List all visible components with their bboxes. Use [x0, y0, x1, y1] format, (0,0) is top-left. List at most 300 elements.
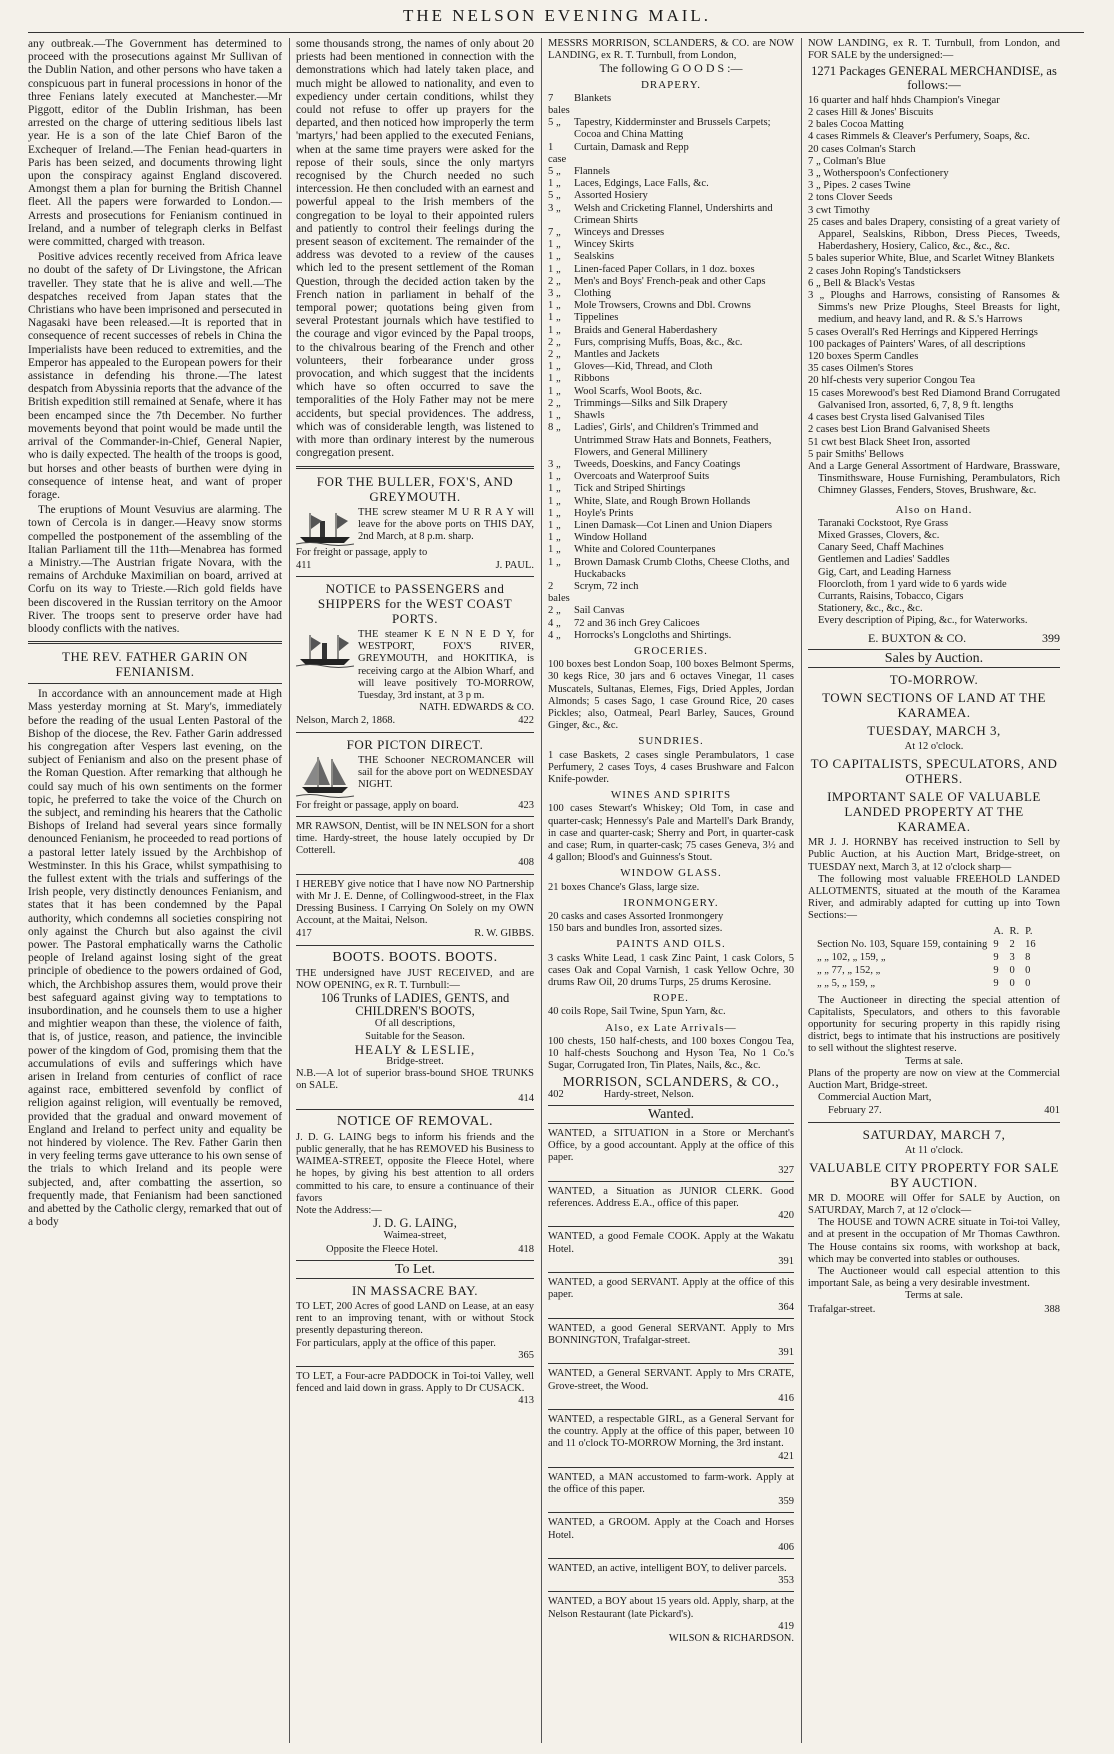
item-quantity: 1 „ [548, 556, 561, 568]
wanted-text: WANTED, a good Female COOK. Apply at the Wakatu Hotel. [548, 1231, 794, 1255]
wanted-ad [548, 1563, 794, 1592]
auction-time: At 12 o'clock. [904, 740, 964, 752]
ad-signature: WILSON & RICHARDSON. [668, 1632, 794, 1644]
list-item [548, 288, 794, 300]
section-rule [28, 683, 282, 684]
wanted-text: WANTED, a respectable GIRL, as a General Servant for the country. Apply at the office of this paper, between 10 and 11 o'clock TO-MORROW Morning, the 3rd instant. [548, 1413, 794, 1450]
list-item: 51 cwt best Black Sheet Iron, assorted [808, 436, 971, 448]
item-quantity: 2 „ [548, 349, 561, 361]
list-item [548, 581, 794, 605]
item-quantity: 1 „ [548, 507, 561, 519]
ad-number: 423 [518, 799, 534, 811]
list-item [548, 557, 794, 581]
ad-title-removal: NOTICE OF REMOVAL. [336, 1113, 494, 1129]
list-item [548, 483, 794, 495]
item-quantity: 1 „ [548, 361, 561, 373]
column-4 [808, 38, 1060, 1743]
section-wines: WINES AND SPIRITS [610, 789, 732, 802]
item-quantity: 1 „ [548, 532, 561, 544]
list-item [548, 532, 794, 544]
list-item: 20 cases Colman's Starch [808, 143, 916, 155]
ad-signature: R. W. GIBBS. [474, 928, 534, 940]
list-item: 4 cases Rimmels & Cleaver's Perfumery, Soaps, &c. [808, 131, 1030, 143]
ad-body: THE Schooner NECROMANCER will sail for the above port on WEDNESDAY NIGHT. [358, 754, 534, 790]
item-quantity: 1 „ [548, 519, 561, 531]
ad-number: 413 [518, 1395, 534, 1407]
section-rule [548, 1226, 794, 1227]
section-drapery: DRAPERY. [640, 78, 702, 91]
ad-number: 364 [778, 1301, 794, 1313]
ad-paddock: TO LET, a Four-acre PADDOCK in Toi-toi Valley, well fenced and laid down in grass. Apply to Dr CUSACK. [296, 1371, 534, 1395]
item-description: Wool Scarfs, Wool Boots, &c. [574, 385, 702, 397]
item-description: Scrym, 72 inch [574, 580, 639, 592]
ad-title-buller: FOR THE BULLER, FOX'S, AND GREYMOUTH. [316, 473, 514, 504]
list-item [548, 361, 794, 373]
item-quantity: 2 bales [548, 580, 570, 605]
merchandise-list [808, 95, 1060, 498]
table-cell: 8 [1025, 951, 1031, 963]
ad-line: For particulars, apply at the office of this paper. [296, 1337, 496, 1349]
item-description: Tapestry, Kidderminster and Brussels Carpets; Cocoa and China Matting [574, 117, 771, 141]
list-item: 3 „ Ploughs and Harrows, consisting of Ransomes & Simms's new Prize Ploughs, Steel Breasts for light, medium, and heavy land, and R. & S.'s Harrows [808, 290, 1060, 326]
item-description: 72 and 36 inch Grey Calicoes [574, 617, 700, 629]
list-item: 3 „ Wotherspoon's Confectionery [808, 168, 949, 180]
section-rule [548, 1409, 794, 1410]
ad-number: 417 [296, 928, 312, 940]
list-item [548, 190, 794, 202]
column-divider [541, 38, 542, 1743]
item-description: Wincey Skirts [574, 239, 634, 251]
item-quantity: 3 „ [548, 458, 561, 470]
ad-intro: NOW LANDING, ex R. T. Turnbull, from London, and FOR SALE by the undersigned:— [808, 38, 1060, 62]
ad-title-picton: FOR PICTON DIRECT. [346, 736, 484, 752]
item-description: Sealskins [574, 251, 615, 263]
table-cell: „ „ 5, „ 159, „ [817, 978, 876, 990]
table-cell: 0 [1009, 965, 1015, 977]
auction-time: At 11 o'clock. [904, 1144, 964, 1156]
ad-number: 419 [778, 1620, 794, 1632]
steamer-icon [296, 629, 354, 669]
item-quantity: 8 „ [548, 422, 561, 434]
table-cell: „ „ 77, „ 152, „ [817, 965, 881, 977]
schooner-icon [296, 755, 354, 799]
section-late-arrivals: Also, ex Late Arrivals— [605, 1021, 737, 1034]
ad-freight: For freight or passage, apply to [296, 546, 428, 558]
item-quantity: 1 „ [548, 544, 561, 556]
section-rule [548, 1181, 794, 1182]
item-description: Trimmings—Silks and Silk Drapery [574, 397, 728, 409]
ad-number: 402 [548, 1088, 564, 1100]
item-description: Winceys and Dresses [574, 227, 665, 239]
item-quantity: 2 „ [548, 336, 561, 348]
list-item: 25 cases and bales Drapery, consisting of a great variety of Apparel, Sealskins, Ribbon, Dress Pieces, Tweeds, Haberdashery, Hosiery, Calico, &c., &c., &c. [808, 216, 1060, 253]
item-quantity: 4 „ [548, 617, 561, 629]
list-item [548, 117, 794, 141]
list-item [548, 459, 794, 471]
item-quantity: 1 „ [548, 324, 561, 336]
article-paragraph: In accordance with an announcement made at High Mass yesterday morning at St. Mary's, immediately before the reading of the usual Lenten Pastoral of the Bishop of the diocese, the Rev. Father Garin addressed his congregation after Vespers last evening, on the subject of Fenianism and also on the present phase of the Roman Question. After remarking that although he could say much of his own sentiments on the former topic, he preferred to take the voice of the Church on the subject, and reminding his hearers that the Catholic Bishops of Ireland had several years since formally denounced Fenianism, he proceeded to read portions of a pastoral letter lately issued by the Archbishop of Westminster. In this his Grace, whilst sympathising to the fullest extent with the trials and sufferings of the Irish people, very distinctly denounces Fenianism, and states that it has been condemned by the Papal authority, which condemns all societies conspiring not only against the Church but also against the civil power. The Pastoral emphatically warns the Catholic people of Ireland against losing sight of the great principle of obedience to the powers ordained of God, which, the Archbishop assures them, would prove their best safeguard against giving way to temptations to insubordination, and he counsels them to use a higher and mightier weapon than these, the violence of faith, that is, of justice, reason, and patience, the invincible power of the kingdom of God, promising them that the accumulations of evils and sufferings which have arisen in Ireland from centuries of conflict of race against race, embittered sevenfold by conflict of religion against religion, will eventually be removed, provided that the gradual and onward movement of England and Ireland to perfect unity and equality be not hindered by violence. The Rev. Father Garin then in very feeling terms gave utterance to his own sense of the trials to which Ireland and its people were subjected, and, after combatting the assertion, so frequently made, that Fenianism had been sanctioned and abetted by the Catholic clergy, remarked that out of a body [28, 688, 282, 1229]
item-quantity: 3 „ [548, 288, 561, 300]
item-description: Blankets [574, 92, 612, 104]
item-quantity: 1 „ [548, 178, 561, 190]
item-quantity: 1 „ [548, 300, 561, 312]
table-cell: 9 [993, 965, 999, 977]
section-paints: PAINTS AND OILS. [616, 938, 726, 951]
item-quantity: 2 „ [548, 605, 561, 617]
ad-number: 391 [778, 1255, 794, 1267]
wanted-text: WANTED, a Situation as JUNIOR CLERK. Good references. Address E.A., office of this paper. [548, 1185, 794, 1210]
ad-signature: J. PAUL. [495, 559, 534, 571]
wanted-ad [548, 1596, 794, 1633]
ad-number: 401 [1044, 1105, 1060, 1117]
list-item [548, 142, 794, 166]
item-quantity: 5 „ [548, 190, 561, 202]
section-title-tolet: To Let. [296, 1260, 534, 1279]
masthead-rule [28, 32, 1084, 33]
ad-number: 418 [518, 1243, 534, 1255]
item-quantity: 3 „ [548, 202, 561, 214]
item-description: Mole Trowsers, Crowns and Dbl. Crowns [574, 300, 751, 312]
table-cell: 9 [993, 938, 999, 950]
list-item [548, 520, 794, 532]
table-header [814, 925, 1039, 938]
list-item [548, 471, 794, 483]
list-item [548, 166, 794, 178]
ad-number: 359 [778, 1496, 794, 1508]
column-divider [289, 38, 290, 1743]
news-paragraph: Positive advices recently received from Africa leave no doubt of the safety of Dr Livingstone, the African traveller. They state that he is alive and well.—The despatches received from Japan states that the Christians who have been imprisoned and persecuted in Nagasaki have been released.—It is reported that in consequence of recent successes of rebels in China the Imperialists have been reduced to extremities, and the Emperor has appealed to the European powers for their assistance in defending his throne.—The latest despatch from Abyssinia reports that the advance of the British expedition still remained at Senafe, where it has been encamped since the 7th December. No further movements beyond that point would be made until the arrival of the Commander-in-Chief, General Napier, who is daily expected. The health of the troops is good, but horses and other beasts of burthen were dying in consequence of intense heat, and want of proper forage. [28, 251, 282, 501]
item-quantity: 1 „ [548, 410, 561, 422]
ad-body: 3 casks White Lead, 1 cask Zinc Paint, 1 cask Colors, 5 cases Oak and Copal Varnish, 1 cask Yellow Ochre, 30 drums Raw Oil, 20 drums Turps, 25 drums Kerosine. [548, 952, 794, 989]
table-cell: 0 [1025, 965, 1031, 977]
ad-body: J. D. G. LAING begs to inform his friends and the public generally, that he has REMOVED his Business to WAIMEA-STREET, opposite the Fleece Hotel, where he hopes, by giving his best attention to all orders committed to his care, to ensure a continuance of their favors [296, 1131, 534, 1204]
ad-line: Suitable for the Season. [365, 1030, 465, 1042]
wanted-text: WANTED, a MAN accustomed to farm-work. Apply at the office of this paper. [548, 1471, 794, 1495]
ad-number: 420 [778, 1210, 794, 1222]
list-item: 2 cases Hill & Jones' Biscuits [808, 107, 934, 119]
item-description: White, Slate, and Rough Brown Hollands [574, 495, 751, 507]
wanted-ad [548, 1472, 794, 1514]
ad-body: THE steamer K E N N E D Y, for WESTPORT, FOX'S RIVER, GREYMOUTH, and HOKITIKA, is receiving cargo at the Albion Wharf, and will leave positively TO-MORROW, Tuesday, 3rd instant, at 3 p m. [358, 628, 534, 701]
item-quantity: 4 „ [548, 629, 561, 641]
item-description: Overcoats and Waterproof Suits [574, 471, 710, 483]
list-item: 2 tons Clover Seeds [808, 192, 893, 204]
item-quantity: 5 „ [548, 117, 561, 129]
section-rule [296, 466, 534, 469]
ad-body: TO LET, 200 Acres of good LAND on Lease, at an easy rent to an improving tenant, with or without Stock presently depasturing thereon. [296, 1301, 534, 1337]
section-groceries: GROCERIES. [634, 644, 708, 657]
item-description: Linen-faced Paper Collars, in 1 doz. boxes [574, 263, 755, 275]
list-item [548, 203, 794, 227]
list-item: 100 packages of Painters' Wares, of all descriptions [808, 338, 1026, 350]
ad-body: 20 casks and cases Assorted Ironmongery 150 bars and bundles Iron, assorted sizes. [548, 911, 724, 935]
ad-body: 100 boxes best London Soap, 100 boxes Belmont Sperms, 30 kegs Rice, 30 jars and 6 octaves Vinegar, 11 cases Muscatels, Sultanas, Elemes, Figs, Dried Apples, Jordan Almonds; 5 cases Sago, 1 case Ground Rice, 20 cases Pickles; also, Oatmeal, Pearl Barley, Sauces, Ground Ginger, &c., &c. [548, 659, 794, 732]
auction-date: TUESDAY, MARCH 3, [867, 722, 1001, 738]
list-item [548, 349, 794, 361]
ad-nb: N.B.—A lot of superior brass-bound SHOE TRUNKS on SALE. [296, 1068, 534, 1092]
list-item: 2 cases best Lion Brand Galvanised Sheets [808, 424, 990, 436]
table-row [814, 951, 1039, 964]
table-cell: 2 [1009, 938, 1015, 950]
item-description: Curtain, Damask and Repp [574, 141, 689, 153]
item-description: Hoyle's Prints [574, 507, 634, 519]
list-item: 4 cases best Crysta lised Galvanised Tiles [808, 412, 985, 424]
ad-title-massacre: IN MASSACRE BAY. [351, 1283, 479, 1299]
ad-body: 1 case Baskets, 2 cases single Perambulators, 1 case Perfumery, 2 cases Toys, 4 cases Brushware and Falcon Knife-powder. [548, 749, 794, 785]
list-item [548, 496, 794, 508]
ad-address: Opposite the Fleece Hotel. [326, 1243, 438, 1255]
table-header-cell: A. [993, 925, 1004, 937]
item-quantity: 1 case [548, 141, 567, 165]
ad-body: 100 cases Stewart's Whiskey; Old Tom, in case and quarter-cask; Hennessy's Pale and Martell's Dark Brandy, in case and quarter-cask; Sherry and Port, in quarter-cask and case; Rum, in quarter-cask; 75 cases Geneva, 3½ and 4 gallon; Blood's and Guinness's Stout. [548, 803, 794, 864]
list-item: 3 cwt Timothy [808, 204, 870, 216]
item-quantity: 1 „ [548, 495, 561, 507]
wanted-text: WANTED, an active, intelligent BOY, to deliver parcels. [548, 1562, 787, 1574]
wanted-ad [548, 1368, 794, 1410]
ad-signature: MORRISON, SCLANDERS, & CO., [562, 1074, 780, 1090]
section-rule [548, 1591, 794, 1592]
auction-day: TO-MORROW. [889, 671, 979, 687]
list-item: 5 cases Overall's Red Herrings and Kippered Herrings [808, 326, 1038, 338]
list-item [548, 544, 794, 556]
item-description: Mantles and Jackets [574, 349, 660, 361]
section-ironmongery: IRONMONGERY. [623, 896, 719, 909]
wanted-ad [548, 1231, 794, 1273]
list-item [548, 178, 794, 190]
ad-body: The following most valuable FREEHOLD LANDED ALLOTMENTS, situated at the mouth of the Karamea River, and admirably adapted for cutting up into Town Sections:— [808, 873, 1060, 922]
ad-number: 327 [778, 1164, 794, 1176]
ad-number: 388 [1044, 1303, 1060, 1315]
ad-body: The Auctioneer in directing the special attention of Capitalists, Speculators, and others to this favorable opportunity for securing property in this rapidly rising district, begs to intimate that his instructions are positively to sell without the slightest reserve. [808, 994, 1060, 1055]
ad-signature: E. BUXTON & CO. [868, 630, 967, 645]
ad-number: 416 [778, 1392, 794, 1404]
list-item: 2 cases John Roping's Tandsticksers [808, 265, 961, 277]
wanted-list [548, 1128, 794, 1633]
section-rule [296, 874, 534, 875]
ad-body: MR D. MOORE will Offer for SALE by Auction, on SATURDAY, March 7, at 12 o'clock— [808, 1192, 1060, 1217]
item-description: Men's and Boys' French-peak and other Caps [574, 275, 766, 287]
list-item: And a Large General Assortment of Hardware, Brassware, Tinsmithsware, House Furnishing, Perambulators, Rich Chimney Glasses, Fenders, Stoves, Brushware, &c. [808, 460, 1060, 497]
ad-number: 421 [778, 1450, 794, 1462]
table-cell: Section No. 103, Square 159, containing [817, 938, 988, 950]
list-item: 5 bales superior White, Blue, and Scarlet Witney Blankets [808, 253, 1055, 265]
ad-number: 391 [778, 1347, 794, 1359]
item-quantity: 2 „ [548, 275, 561, 287]
ad-picton [296, 755, 534, 799]
ad-line: Terms at sale. [905, 1290, 963, 1302]
ad-body: MR J. J. HORNBY has received instruction to Sell by Public Auction, at his Auction Mart, Bridge-street, on TUESDAY next, March 3, at 12 o'clock sharp— [808, 837, 1060, 873]
list-item: 5 pair Smiths' Bellows [808, 448, 904, 460]
ad-line: 106 Trunks of LADIES, GENTS, and CHILDREN'S BOOTS, [320, 990, 510, 1019]
section-rule [548, 1512, 794, 1513]
table-cell: 16 [1025, 938, 1036, 950]
ad-address: Commercial Auction Mart, [818, 1092, 932, 1104]
ad-address: Waimea-street, [383, 1230, 447, 1242]
wanted-text: WANTED, a good General SERVANT. Apply to Mrs BONNINGTON, Trafalgar-street. [548, 1322, 794, 1346]
ad-body: 40 coils Rope, Sail Twine, Spun Yarn, &c. [548, 1006, 726, 1018]
section-rule [296, 1109, 534, 1110]
list-item: 35 cases Oilmen's Stores [808, 363, 914, 375]
list-item [548, 630, 794, 642]
list-item [548, 508, 794, 520]
section-rule [548, 1318, 794, 1319]
ad-intro: MESSRS MORRISON, SCLANDERS, & CO. are NOW LANDING, ex R. T. Turnbull, from London, [548, 38, 794, 62]
ad-signature: NATH. EDWARDS & CO. [419, 702, 534, 714]
wanted-ad [548, 1277, 794, 1319]
ad-date: February 27. [828, 1105, 882, 1117]
item-description: Tippelines [574, 312, 619, 324]
wanted-text: WANTED, a General SERVANT. Apply to Mrs CRATE, Grove-street, the Wood. [548, 1368, 794, 1392]
ad-body: THE undersigned have JUST RECEIVED, and are NOW OPENING, ex R. T. Turnbull:— [296, 967, 534, 991]
sections-table [814, 925, 1039, 991]
section-rule [296, 945, 534, 946]
drapery-list [548, 93, 794, 642]
ad-body: The Auctioneer would call especial attention to this important Sale, as being a very desirable investment. [808, 1266, 1060, 1290]
section-rule [548, 1272, 794, 1273]
ad-line: Of all descriptions, [374, 1018, 456, 1030]
item-description: Ladies', Girls', and Children's Trimmed and Untrimmed Straw Hats and Bonnets, Feathers, Flowers, and General Millinery [574, 422, 772, 458]
ad-title-notice: NOTICE to PASSENGERS and SHIPPERS for the WEST COAST PORTS. [317, 580, 513, 626]
section-title-wanted: Wanted. [548, 1105, 794, 1124]
list-item: 7 „ Colman's Blue [808, 155, 886, 167]
list-item: 15 cases Morewood's best Red Diamond Brand Corrugated Galvanised Iron, assorted, 6, 7, 8, 9 ft. lengths [808, 387, 1060, 411]
masthead: THE NELSON EVENING MAIL. [402, 6, 712, 25]
item-description: White and Colored Counterpanes [574, 544, 716, 556]
table-header-cell: R. [1009, 925, 1020, 937]
ad-rawson: MR RAWSON, Dentist, will be IN NELSON for a short time. Hardy-street, the house lately occupied by Dr Cotterell. [296, 820, 534, 857]
ad-line: Note the Address:— [296, 1205, 382, 1217]
ad-number: 422 [518, 715, 534, 727]
list-item [548, 239, 794, 251]
table-header-cell: P. [1025, 925, 1033, 937]
section-rule [296, 816, 534, 817]
item-quantity: 1 „ [548, 312, 561, 324]
wanted-ad [548, 1186, 794, 1228]
item-description: Tweeds, Doeskins, and Fancy Coatings [574, 458, 741, 470]
item-description: Clothing [574, 288, 612, 300]
steamer-icon [296, 507, 354, 547]
list-item [548, 300, 794, 312]
item-quantity: 7 „ [548, 227, 561, 239]
ad-body: THE screw steamer M U R R A Y will leave for the above ports on THIS DAY, 2nd March, at 8 p.m. sharp. [358, 506, 534, 542]
ad-date: Nelson, March 2, 1868. [296, 715, 396, 727]
list-item: 120 boxes Sperm Candles [808, 351, 919, 363]
item-description: Ribbons [574, 373, 610, 385]
list-item [548, 276, 794, 288]
item-description: Gloves—Kid, Thread, and Cloth [574, 361, 713, 373]
item-description: Sail Canvas [574, 605, 625, 617]
section-rope: ROPE. [653, 992, 689, 1005]
item-description: Window Holland [574, 532, 647, 544]
wanted-ad [548, 1128, 794, 1182]
wanted-text: WANTED, a SITUATION in a Store or Merchant's Office, by a good accountant. Apply at the office of this paper. [548, 1128, 794, 1164]
section-rule [548, 1467, 794, 1468]
wanted-text: WANTED, a BOY about 15 years old. Apply, sharp, at the Nelson Restaurant (late Pickard's). [548, 1596, 794, 1620]
auction-date: SATURDAY, MARCH 7, [862, 1126, 1006, 1142]
item-quantity: 7 bales [548, 92, 570, 117]
item-description: Shawls [574, 410, 605, 422]
list-item [548, 312, 794, 324]
ad-number: 365 [518, 1349, 534, 1361]
item-description: Linen Damask—Cot Linen and Union Diapers [574, 519, 773, 531]
ad-line: The following G O O D S :— [599, 61, 743, 76]
item-description: Welsh and Cricketing Flannel, Undershirts and Crimean Shirts [574, 202, 773, 226]
item-quantity: 1 „ [548, 263, 561, 275]
table-cell: „ „ 102, „ 159, „ [817, 951, 886, 963]
table-row [814, 977, 1039, 990]
list-item [548, 618, 794, 630]
item-description: Flannels [574, 166, 610, 178]
list-item [548, 422, 794, 459]
ad-title-boots: BOOTS. BOOTS. BOOTS. [332, 949, 498, 965]
list-item: 20 hlf-chests very superior Congou Tea [808, 375, 976, 387]
section-rule [28, 641, 282, 644]
section-rule [296, 732, 534, 733]
list-item [548, 264, 794, 276]
list-item [548, 605, 794, 617]
item-quantity: 5 „ [548, 166, 561, 178]
ad-number: 406 [778, 1541, 794, 1553]
wanted-ad [548, 1323, 794, 1365]
ad-number: 408 [518, 857, 534, 869]
news-paragraph: any outbreak.—The Government has determined to proceed with the prosecutions against Mr Sullivan of the Dublin Nation, and other persons who have taken a conspicuous part in funeral processions in honor of the three Fenians lately executed at Manchester.—Mr Piggott, editor of the Dublin Irishman, has been arrested on the charge of uttering seditious libels last year. He is a son of the late Chief Baron of the Exchequer of Ireland.—The Fenian head-quarters in Paris has been seized, and documents throwing light upon the conspiracy against England discovered. Amongst them a plan for burning the British Channel fleet. All the papers were forwarded to London.—Arrests and prosecutions for Fenianism continued in Ireland, and a number of telegraph clerks in Belfast were committed, charged with treason. [28, 38, 282, 249]
ad-number: 353 [778, 1575, 794, 1587]
section-rule [296, 576, 534, 577]
ad-body: 100 chests, 150 half-chests, and 100 boxes Congou Tea, 10 half-chests Souchong and Hyson Tea, No 1 Co.'s Sugar, Corrugated Iron, Tin Plates, Nails, &c., &c. [548, 1035, 794, 1072]
table-row [814, 938, 1039, 951]
list-item [548, 251, 794, 263]
wanted-text: WANTED, a good SERVANT. Apply at the office of this paper. [548, 1277, 794, 1301]
ad-signature: J. D. G. LAING, [373, 1216, 457, 1231]
item-quantity: 1 „ [548, 471, 561, 483]
item-description: Brown Damask Crumb Cloths, Cheese Cloths, and Huckabacks [574, 556, 790, 580]
column-divider [801, 38, 802, 1743]
ad-freight: For freight or passage, apply on board. [296, 799, 459, 811]
column-1 [28, 38, 282, 1743]
list-item [548, 410, 794, 422]
article-title: THE REV. FATHER GARIN ON FENIANISM. [62, 649, 248, 680]
table-cell: 9 [993, 978, 999, 990]
section-also-on-hand: Also on Hand. [895, 503, 973, 516]
auction-heading: IMPORTANT SALE OF VALUABLE LANDED PROPERTY AT THE KARAMEA. [827, 789, 1041, 835]
item-quantity: 1 „ [548, 251, 561, 263]
auction-title: TOWN SECTIONS OF LAND AT THE KARAMEA. [822, 689, 1046, 720]
ad-address: Hardy-street, Nelson. [603, 1088, 694, 1100]
column-3 [548, 38, 794, 1743]
ad-line: 1271 Packages GENERAL MERCHANDISE, as follows:— [811, 64, 1057, 92]
wanted-ad [548, 1517, 794, 1559]
ad-number: 411 [296, 559, 312, 571]
list-item: 6 „ Bell & Black's Vestas [808, 277, 915, 289]
columns [28, 38, 1084, 1743]
section-glass: WINDOW GLASS. [620, 867, 722, 880]
table-cell: 0 [1025, 978, 1031, 990]
item-quantity: 1 „ [548, 373, 561, 385]
section-rule [808, 1122, 1060, 1123]
auction-heading: TO CAPITALISTS, SPECULATORS, AND OTHERS. [810, 756, 1058, 787]
list-item [548, 373, 794, 385]
ad-body: 21 boxes Chance's Glass, large size. [548, 881, 700, 893]
item-quantity: 2 „ [548, 397, 561, 409]
ad-buller [296, 507, 534, 547]
list-item [548, 325, 794, 337]
ad-number: 414 [518, 1092, 534, 1104]
column-2 [296, 38, 534, 1743]
ad-body: The HOUSE and TOWN ACRE situate in Toi-toi Valley, and at present in the occupation of Mr Thomas Cawthron. The House contains six rooms, with workshop at back, which may be converted into stables or outhouses. [808, 1217, 1060, 1265]
ad-address: Bridge-street. [386, 1055, 444, 1067]
list-item [548, 93, 794, 117]
item-quantity: 1 „ [548, 483, 561, 495]
